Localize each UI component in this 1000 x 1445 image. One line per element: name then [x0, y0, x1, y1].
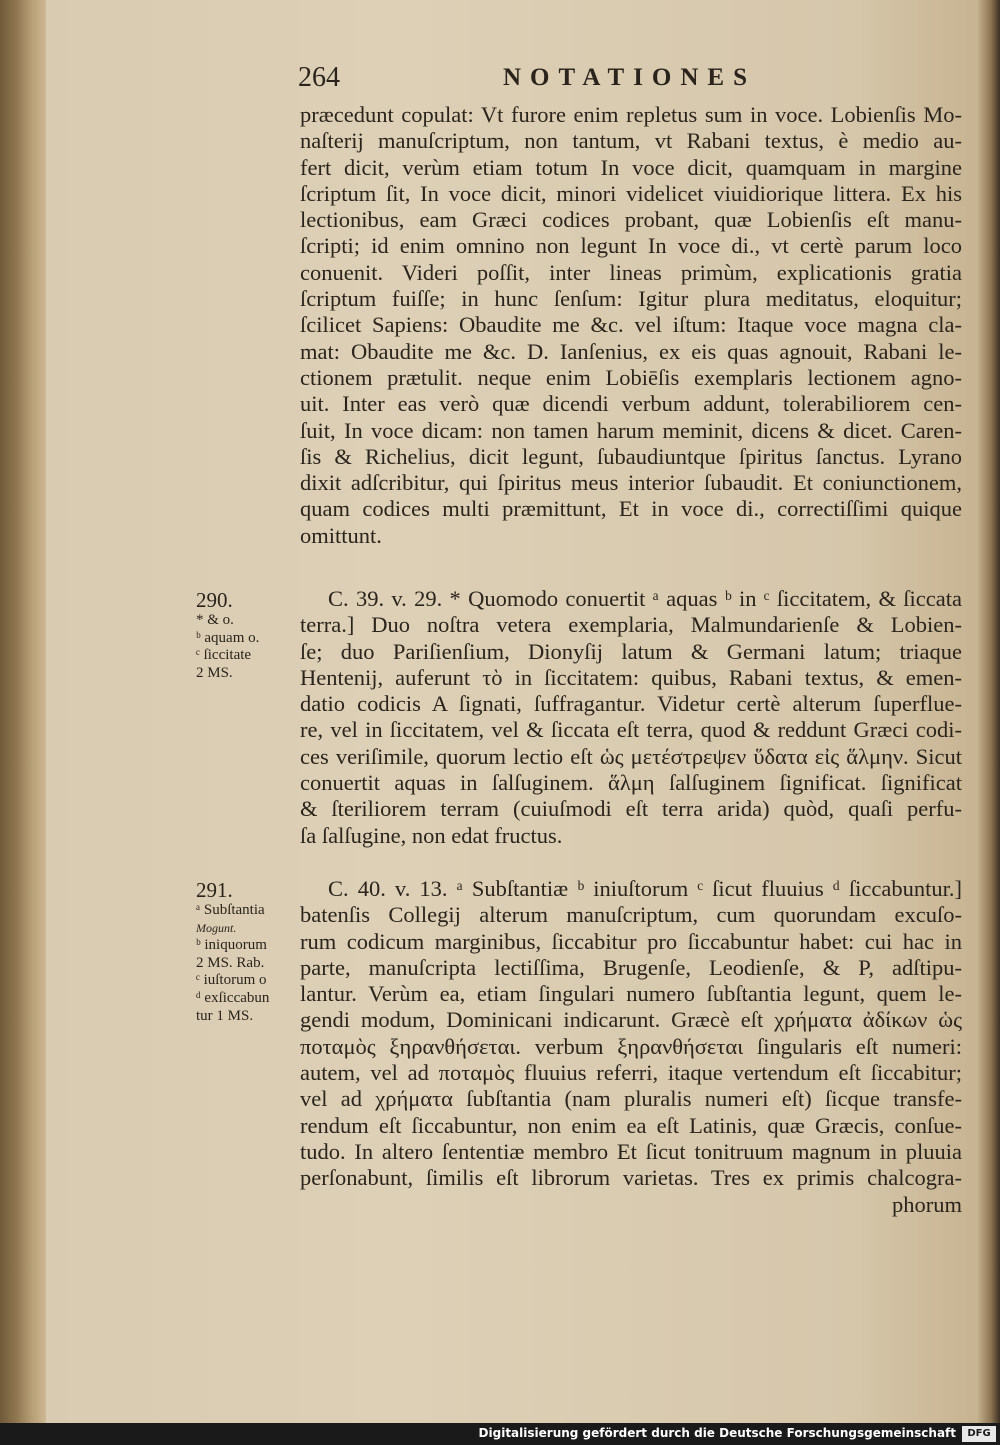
text-line: ſe; duo Pariſienſium, Dionyſij latum & Germani latum; triaque: [300, 638, 962, 664]
page-number: 264: [298, 62, 340, 93]
text-line: & ſteriliorem terram (cuiuſmodi eſt terra arida) quòd, quaſi perfu-: [300, 796, 962, 822]
text-line: Hentenij, auferunt τὸ in ſiccitatem: quibus, Rabani textus, & emen-: [300, 664, 962, 690]
note-ref: ᶜ ſiccitate: [196, 647, 252, 664]
text-line: rum codicum marginibus, ſiccabitur pro ſiccabuntur habet: cui hac in: [300, 928, 962, 954]
text-line: præcedunt copulat: Vt furore enim repletus sum in voce. Lobienſis Mo-: [300, 102, 962, 127]
binding-edge-right: [978, 0, 1000, 1423]
text-line: dixit adſcribitur, qui ſpiritus meus interior ſubaudit. Et coniunctionem,: [300, 470, 962, 496]
text-line: conuertit aquas in ſalſuginem. ἅλμη ſalſuginem ſignificat. ſignificat: [300, 770, 962, 796]
note-ref: * & o.: [196, 612, 234, 628]
footer-credit: Digitalisierung gefördert durch die Deutsche Forschungsgemeinschaft: [478, 1426, 956, 1440]
note-number: 291.: [196, 878, 233, 902]
margin-note-290: [196, 588, 294, 682]
text-line: naſterij manuſcriptum, non tantum, vt Rabani textus, è medio au-: [300, 128, 962, 154]
margin-note-291: [196, 878, 294, 1025]
text-line: ſuit, In voce dicam: non tamen harum meminit, dicens & dicet. Caren-: [300, 417, 962, 443]
text-line: batenſis Collegij alterum manuſcriptum, cum quorundam excuſo-: [300, 902, 962, 928]
text-line: fert dicit, verùm etiam totum In voce dicit, quamquam in margine: [300, 154, 962, 180]
text-line: lectionibus, eam Græci codices probant, quæ Lobienſis eſt manu-: [300, 207, 962, 233]
text-line: tudo. In altero ſententiæ membro Et ſicut tonitruum magnum in pluuia: [300, 1138, 962, 1164]
note-ref: Mogunt.: [196, 920, 237, 935]
note-ref: tur 1 MS.: [196, 1007, 254, 1024]
text-line: perſonabunt, ſimilis eſt librorum varietas. Tres ex primis chalcogra-: [300, 1165, 962, 1191]
paragraph-continuation: [300, 102, 962, 549]
note-ref: 2 MS.: [196, 664, 233, 681]
text-line: uit. Inter eas verò quæ dicendi verbum addunt, tolerabiliorem cen-: [300, 391, 962, 417]
text-line: ces veriſimile, quorum lectio eſt ὡς μετέστρεψεν ὕδατα εἰς ἅλμην. Sicut: [300, 743, 962, 769]
note-ref: ᵇ aquam o.: [196, 629, 260, 646]
note-number: 290.: [196, 588, 233, 612]
text-line: re, vel in ſiccitatem, vel & ſiccata eſt terra, quod & reddunt Græci codi-: [300, 717, 962, 743]
catchword: phorum: [892, 1191, 962, 1217]
text-line: ſcriptum ſit, In voce dicit, minori videlicet viuidiorique littera. Ex his: [300, 180, 962, 206]
page-header: [298, 62, 958, 96]
text-line: C. 39. v. 29. * Quomodo conuertit ᵃ aquas ᵇ in ᶜ ſiccitatem, & ſiccata: [328, 586, 962, 611]
note-ref: ᵇ iniquorum: [196, 937, 267, 954]
text-line: ſcriptum fuiſſe; in hunc ſenſum: Igitur plura meditatus, eloquitur;: [300, 286, 962, 312]
text-line: datio codicis A ſignati, ſuffragantur. Videtur certè alterum ſuperflue-: [300, 691, 962, 717]
text-line: parte, manuſcripta lectiſſima, Brugenſe, Leodienſe, & P, adſtipu-: [300, 954, 962, 980]
running-title: NOTATIONES: [503, 64, 757, 91]
text-line: vel ad χρήματα ſubſtantia (nam pluralis numeri eſt) ſicque transfe-: [300, 1086, 962, 1112]
text-line: ſa ſalſugine, non edat fructus.: [300, 822, 563, 848]
text-line: rendum eſt ſiccabuntur, non enim ea eſt Latinis, quæ Græcis, conſue-: [300, 1112, 962, 1138]
text-line: gendi modum, Dominicani indicarunt. Græcè eſt χρήματα ἀδίκων ὡς: [300, 1007, 962, 1033]
text-line: ctionem prætulit. neque enim Lobiēſis exemplaris lectionem agno-: [300, 364, 962, 390]
text-line: ποταμὸς ξηρανθήσεται. verbum ξηρανθήσεται ſingularis eſt numeri:: [300, 1033, 962, 1059]
text-line: autem, vel ad ποταμὸς fluuius referri, itaque vertendum eſt ſiccabitur;: [300, 1060, 962, 1086]
note-ref: ᵃ Subſtantia: [196, 902, 265, 918]
text-line: terra.] Duo noſtra vetera exemplaria, Malmundarienſe & Lobien-: [300, 612, 962, 638]
note-ref: ᶜ iuſtorum o: [196, 972, 267, 989]
text-line: C. 40. v. 13. ᵃ Subſtantiæ ᵇ iniuſtorum ᶜ ſicut fluuius ᵈ ſiccabuntur.]: [328, 876, 962, 901]
text-line: ſis & Richelius, dicit legunt, ſubaudiuntque ſpiritus ſanctus. Lyrano: [300, 443, 962, 469]
note-ref: 2 MS. Rab.: [196, 954, 265, 971]
note-ref: ᵈ exſiccabun: [196, 989, 270, 1006]
text-line: mat: Obaudite me &c. D. Ianſenius, ex eis quas agnouit, Rabani le-: [300, 338, 962, 364]
binding-edge-left: [0, 0, 46, 1423]
dfg-logo-icon: DFG: [962, 1426, 996, 1442]
text-line: ſcripti; id enim omnino non legunt In voce di., vt certè parum loco: [300, 233, 962, 259]
annotation-291: [300, 876, 962, 1218]
text-line: quam codices multi præmittunt, Et in voce di., correctiſſimi quique: [300, 496, 962, 522]
text-line: lantur. Verùm ea, etiam ſingulari numero ſubſtantia legunt, quem le-: [300, 981, 962, 1007]
footer-bar: [0, 1423, 1000, 1445]
annotation-290: [300, 586, 962, 849]
text-line: conuenit. Videri poſſit, inter lineas primùm, explicationis gratia: [300, 259, 962, 285]
text-line: ſcilicet Sapiens: Obaudite me &c. vel iſtum: Itaque voce magna cla-: [300, 312, 962, 338]
text-line: omittunt.: [300, 522, 382, 548]
